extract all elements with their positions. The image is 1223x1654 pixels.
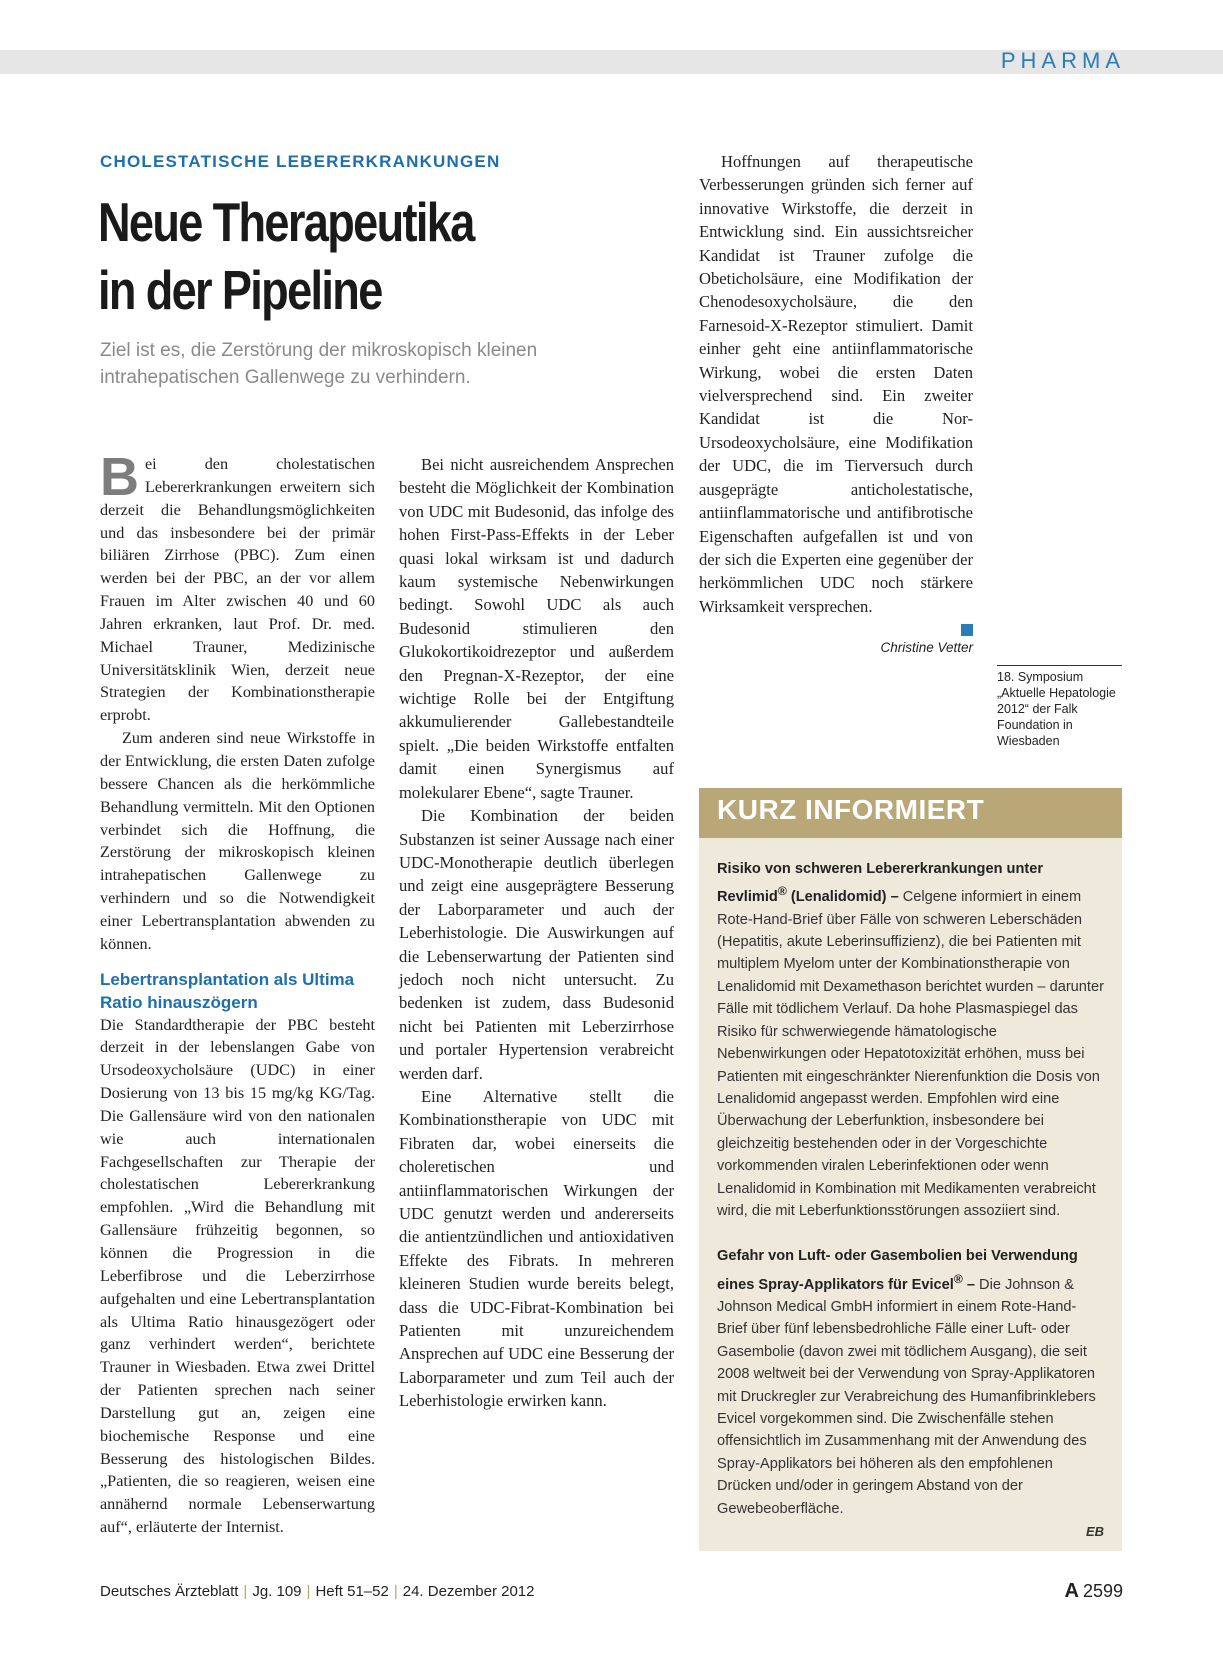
info-item-1-heading: Risiko von schweren Lebererkrankungen unter Revlimid [717,861,1044,906]
info-box-signature: EB [1085,1524,1104,1540]
end-mark-icon [961,624,973,636]
article-subhead: Lebertransplantation als Ultima Ratio hinauszögern [100,969,355,1012]
info-item-1-heading-tail: (Lenalidomid) – [786,889,899,906]
headline-line-1: Neue Therapeutika [98,191,474,253]
paragraph-5: Die Kombination der beiden Substanzen ist seiner Aussage nach einer UDC-Monotherapie deutlich überlegen und zeigt eine ausgeprägtere Besserung der Laborparameter und auch der Leberhistologie. Die Auswirkungen auf die Lebenserwartung der Patienten sind jedoch noch nicht untersucht. Zu bedenken ist zudem, dass Budesonid nicht bei Patienten mit Leberzirrhose und portaler Hypertension verabreicht werden darf. [399,806,674,1083]
dropcap: B [100,447,139,507]
info-item-2-heading: Gefahr von Luft- oder Gasembolien bei Verwendung eines Spray-Applikators für Evicel [717,1248,1078,1293]
info-box-body [699,838,1122,1544]
info-item-2-text: Die Johnson & Johnson Medical GmbH informiert in einem Rote-Hand-Brief über fünf lebensbedrohliche Fälle einer Luft- oder Gasembolie (davon zwei mit tödlichem Ausgang), die seit 2008 weltweit bei der Verwendung von Spray-Applikatoren mit Druckregler zur Verabreichung des Humanfibrinklebers Evicel vorgekommen sind. Die Zwischenfälle stehen offensichtlich im Zusammenhang mit der Anwendung des Spray-Applikators bei höheren als den empfohlenen Drücken und/oder in geringem Abstand von der Gewebeoberfläche. [717,1276,1096,1517]
article-subtitle: Ziel ist es, die Zerstörung der mikroskopisch kleinen intrahepatischen Gallenwege zu verhindern. [100,340,538,388]
author-byline: Christine Vetter [880,640,973,656]
info-box [699,788,1122,1551]
journal-issue: Heft 51–52 [315,1583,389,1600]
info-item-1 [717,858,1104,1222]
info-box-title: KURZ INFORMIERT [699,788,1122,838]
registered-mark: ® [777,884,787,899]
headline-line-2: in der Pipeline [98,259,382,321]
paragraph-4: Bei nicht ausreichendem Ansprechen besteht die Möglichkeit der Kombination von UDC mit Budesonid, das infolge des hohen First-Pass-Effekts in der Leber quasi lokal wirksam ist und dadurch kaum systemische Nebenwirkungen bedingt. Sowohl UDC als auch Budesonid stimulieren den Glukokortikoidrezeptor und außerdem den Pregnan-X-Rezeptor, der eine wichtige Rolle bei der Entgiftung akkumulierender Gallebestandteile spielt. „Die beiden Wirkstoffe entfalten damit einen Synergismus auf molekularer Ebene“, sagte Trauner. [399,455,674,802]
info-item-2 [717,1245,1104,1520]
info-item-2-heading-tail: – [962,1276,975,1293]
page-prefix: A [1064,1580,1079,1602]
page-number-value: 2599 [1082,1581,1123,1601]
paragraph-3: Die Standardtherapie der PBC besteht derzeit in der lebenslangen Gabe von Ursodeoxycholsäure (UDC) in einer Dosierung von 13 bis 15 mg/kg KG/Tag. Die Gallensäure wird von den nationalen wie auch internationalen Fachgesellschaften zur Therapie der cholestatischen Lebererkrankung empfohlen. „Wird die Behandlung mit Gallensäure frühzeitig begonnen, so können die Progression in die Leberfibrose und die Leberzirrhose aufgehalten und eine Lebertransplantation als Ultima Ratio hinausgezögert oder ganz verhindert werden“, berichtete Trauner in Wiesbaden. Etwa zwei Drittel der Patienten sprechen nach seiner Darstellung gut an, zeigen eine biochemische Response und eine Besserung des histologischen Bildes. „Patienten, die so reagieren, weisen eine annähernd normale Lebenserwartung auf“, erläuterte der Internist. [100,1015,375,1537]
paragraph-6: Eine Alternative stellt die Kombinationstherapie von UDC mit Fibraten dar, wobei einerseits die choleretischen und antiinflammatorischen Wirkungen der UDC genutzt werden und andererseits die antientzündlichen und antioxidativen Effekte des Fibrats. In mehreren kleineren Studien wurde bereits belegt, dass die UDC-Fibrat-Kombination bei Patienten mit unzureichendem Ansprechen auf UDC eine Besserung der Laborparameter und zum Teil auch der Leberhistologie erwirken kann. [399,1086,674,1411]
journal-volume: Jg. 109 [252,1583,302,1600]
paragraph-2: Zum anderen sind neue Wirkstoffe in der Entwicklung, die ersten Daten zufolge bessere Chancen als die herkömmliche Behandlung vermitteln. Mit den Optionen verbindet sich die Hoffnung, die Zerstörung der mikroskopisch kleinen intrahepatischen Gallenwege zu verhindern und so die Notwendigkeit einer Lebertransplantation abwenden zu können. [100,729,375,953]
paragraph-7: Hoffnungen auf therapeutische Verbesserungen gründen sich ferner auf innovative Wirkstoffe, die derzeit in Entwicklung sind. Ein aussichtsreicher Kandidat ist Trauner zufolge die Obeticholsäure, eine Modifikation der Chenodesoxycholsäure, die den Farnesoid-X-Rezeptor stimuliert. Damit einher geht eine antiinflammatorische Wirkung, wobei die ersten Daten vielversprechend sind. Ein zweiter Kandidat ist die Nor-Ursodeoxycholsäure, eine Modifikation der UDC, die im Tierversuch durch ausgeprägte anticholestatische, antiinflammatorische und antifibrotische Eigenschaften aufgefallen ist und von der sich die Experten eine gegenüber der herkömmlichen UDC noch stärkere Wirksamkeit versprechen. [699,152,973,616]
info-item-1-text: Celgene informiert in einem Rote-Hand-Brief über Fälle von schweren Leberschäden (Hepatitis, akute Leberinsuffizienz), die bei Patienten mit multiplem Myelom unter der Kombinationstherapie von Lenalidomid mit Dexamethason berichtet wurden – darunter Fälle mit tödlichem Verlauf. Da hohe Plasmaspiegel das Risiko für schwerwiegende hämatologische Nebenwirkungen oder Hepatotoxizität erhöhen, muss bei Patienten mit eingeschränkter Nierenfunktion die Dosis von Lenalidomid angepasst werden. Empfohlen wird eine Überwachung der Leberfunktion, insbesondere bei gleichzeitig bestehenden oder in der Vorgeschichte vorkommenden viralen Leberinfektionen oder wenn Lenalidomid in Kombination mit Medikamenten verabreicht wird, die mit Leberfunktionsstörungen assoziiert sind. [717,889,1104,1219]
section-label: PHARMA [1000,48,1125,73]
text-column-2 [399,453,674,1413]
footer-citation: Deutsches Ärzteblatt | Jg. 109 | Heft 51–52 | 24. Dezember 2012 [100,1583,535,1600]
paragraph-intro [100,447,375,727]
article-headline [98,188,574,324]
event-sidenote: 18. Symposium „Aktuelle Hepatologie 2012“ der Falk Foundation in Wiesbaden [997,665,1122,749]
registered-mark: ® [953,1271,963,1286]
text-column-1 [100,447,375,1539]
text-column-3 [699,150,973,660]
page-number [1065,1580,1124,1603]
journal-name: Deutsches Ärzteblatt [100,1583,239,1600]
article-kicker: CHOLESTATISCHE LEBERERKRANKUNGEN [100,152,501,171]
journal-date: 24. Dezember 2012 [402,1583,535,1600]
paragraph-1-text: ei den cholestatischen Lebererkrankungen erweitern sich derzeit die Behandlungsmöglichkeiten und das insbesondere bei der primär biliären Zirrhose (PBC). Zum einen werden bei der PBC, an der vor allem Frauen im Alter zwischen 40 und 60 Jahren erkranken, laut Prof. Dr. med. Michael Trauner, Medizinische Universitätsklinik Wien, derzeit neue Strategien der Kombinationstherapie erprobt. [100,455,375,725]
